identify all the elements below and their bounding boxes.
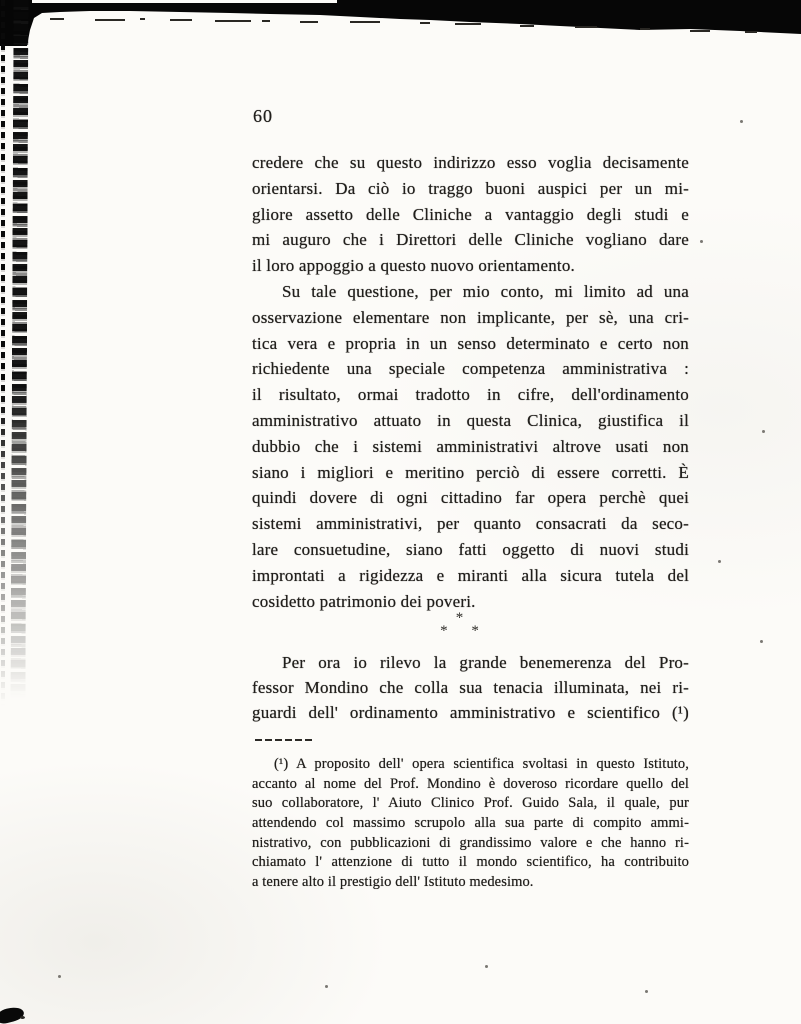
text-line: Per ora io rilevo la grande benemerenza del Pro- (282, 653, 689, 672)
paper-speck (740, 120, 743, 123)
text-line: fessor Mondino che colla sua tenacia illuminata, nei ri- (252, 677, 689, 697)
footnote-line: a tenere alto il prestigio dell' Istituto medesimo. (252, 874, 534, 891)
text-line: dubbio che i sistemi amministrativi altrove usati non (252, 436, 689, 456)
asterisk-pair: * * (440, 623, 489, 639)
footnote-line: chiamato l' attenzione di tutto il mondo scientifico, ha contribuito (252, 854, 689, 871)
footnote-line: nistrativo, con pubblicazioni di grandissimo valore e che hanno ri- (252, 834, 689, 851)
paper-speck (58, 975, 61, 978)
text-line: Su tale questione, per mio conto, mi limito ad una (282, 282, 689, 301)
text-line: il loro appoggio a questo nuovo orientamento. (252, 256, 575, 276)
text-line: tica vera e propria in un senso determinato e certo non (252, 333, 689, 353)
text-line: guardi dell' ordinamento amministrativo e scientifico (¹) (252, 702, 689, 722)
text-line: quindi dovere di ogni cittadino far opera perchè quei (252, 488, 689, 508)
text-line: orientarsi. Da ciò io traggo buoni auspici per un mi- (252, 178, 689, 198)
paragraph-3 (252, 651, 689, 725)
footnote-line: (¹) A proposito dell' opera scientifica svoltasi in questo Istituto, (274, 756, 689, 772)
paper-speck (760, 640, 763, 643)
scan-bottom-left-artifact (0, 1005, 25, 1024)
paragraph-1 (252, 150, 689, 279)
footnote-separator (255, 739, 313, 741)
footnote-line: suo collaboratore, l' Aiuto Clinico Prof. Guido Sala, il quale, pur (252, 795, 689, 812)
text-line: sistemi amministrativi, per quanto consacrati da seco- (252, 514, 689, 534)
text-line: improntati a rigidezza e miranti alla sicura tutela del (252, 565, 689, 585)
paper-speck (20, 1016, 25, 1019)
scan-left-edge-artifact (10, 0, 28, 698)
text-line: osservazione elementare non implicante, per sè, una cri- (252, 307, 689, 327)
text-line: lare consuetudine, siano fatti oggetto di nuovi studi (252, 539, 689, 559)
asterism-divider (241, 612, 678, 638)
asterisk: * (455, 610, 464, 626)
text-line: siano i migliori e meritino perciò di essere corretti. È (252, 462, 689, 482)
text-line: richiedente una speciale competenza amministrativa : (252, 359, 689, 379)
page-number: 60 (253, 106, 273, 126)
paper-speck (700, 240, 703, 243)
text-line: credere che su questo indirizzo esso voglia decisamente (252, 153, 689, 172)
paper-speck (718, 560, 721, 563)
scan-left-edge-artifact (1, 0, 5, 706)
footnote-line: accanto al nome del Prof. Mondino è doveroso ricordare quello del (252, 775, 689, 792)
paper-speck (762, 430, 765, 433)
footnote-line: attendendo col massimo scrupolo alla sua parte di compito ammi- (252, 815, 689, 832)
paragraph-2 (252, 279, 689, 614)
text-line: gliore assetto delle Cliniche a vantaggio degli studi e (252, 204, 689, 224)
text-line: mi auguro che i Direttori delle Cliniche vogliano dare (252, 230, 689, 250)
text-line: il risultato, ormai tradotto in cifre, dell'ordinamento (252, 385, 689, 405)
text-line: amministrativo attuato in questa Clinica, giustifica il (252, 410, 689, 430)
text-line: cosidetto patrimonio dei poveri. (252, 591, 476, 611)
footnote (252, 755, 689, 915)
